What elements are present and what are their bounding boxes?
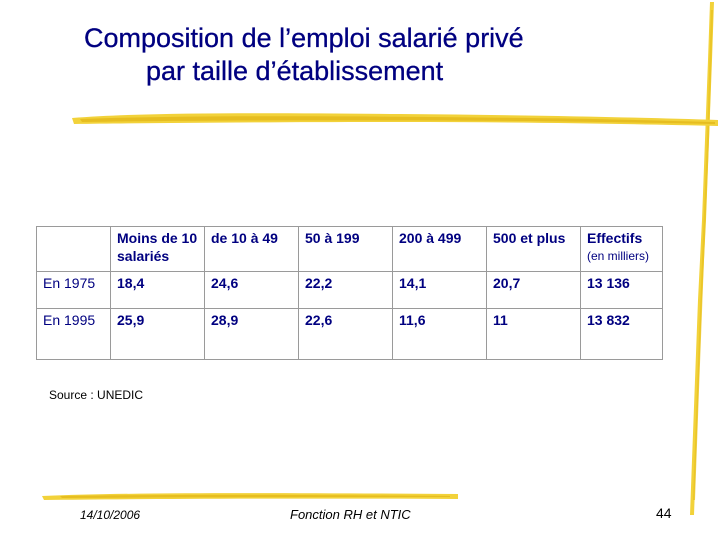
table-cell: 22,2 [299,272,393,309]
table-cell: 20,7 [487,272,581,309]
footer-date: 14/10/2006 [80,508,141,522]
slide-title-line-1: Composition de l’emploi salarié privé [84,23,524,53]
table-header-cell: 50 à 199 [299,227,393,272]
table-cell: 13 136 [581,272,663,309]
table-header-cell: Effectifs (en milliers) [581,227,663,272]
table-header-cell: Moins de 10 salariés [111,227,205,272]
table-cell: 24,6 [205,272,299,309]
table-row [37,309,663,360]
table-header-cell: de 10 à 49 [205,227,299,272]
table-header-cell: 500 et plus [487,227,581,272]
table-header-cell: 200 à 499 [393,227,487,272]
table-cell: 14,1 [393,272,487,309]
table-cell: 25,9 [111,309,205,360]
source-note: Source : UNEDIC [49,388,144,402]
table-cell: 18,4 [111,272,205,309]
table-cell: 13 832 [581,309,663,360]
table-row [37,272,663,309]
table-header-subtitle: (en milliers) [587,249,650,263]
vertical-accent-stroke [688,0,720,520]
title-underline-stroke [70,106,720,130]
row-label: En 1995 [37,309,111,360]
table-cell: 11,6 [393,309,487,360]
footer-accent-stroke [40,488,460,504]
table-cell: 11 [487,309,581,360]
table-cell: 28,9 [205,309,299,360]
row-label: En 1975 [37,272,111,309]
slide-title-line-2: par taille d’établissement [146,56,444,86]
table-header-cell [37,227,111,272]
footer-title: Fonction RH et NTIC [290,507,411,522]
employment-table [36,226,663,360]
table-header-row [37,227,663,272]
page-number: 44 [656,505,672,521]
table-cell: 22,6 [299,309,393,360]
